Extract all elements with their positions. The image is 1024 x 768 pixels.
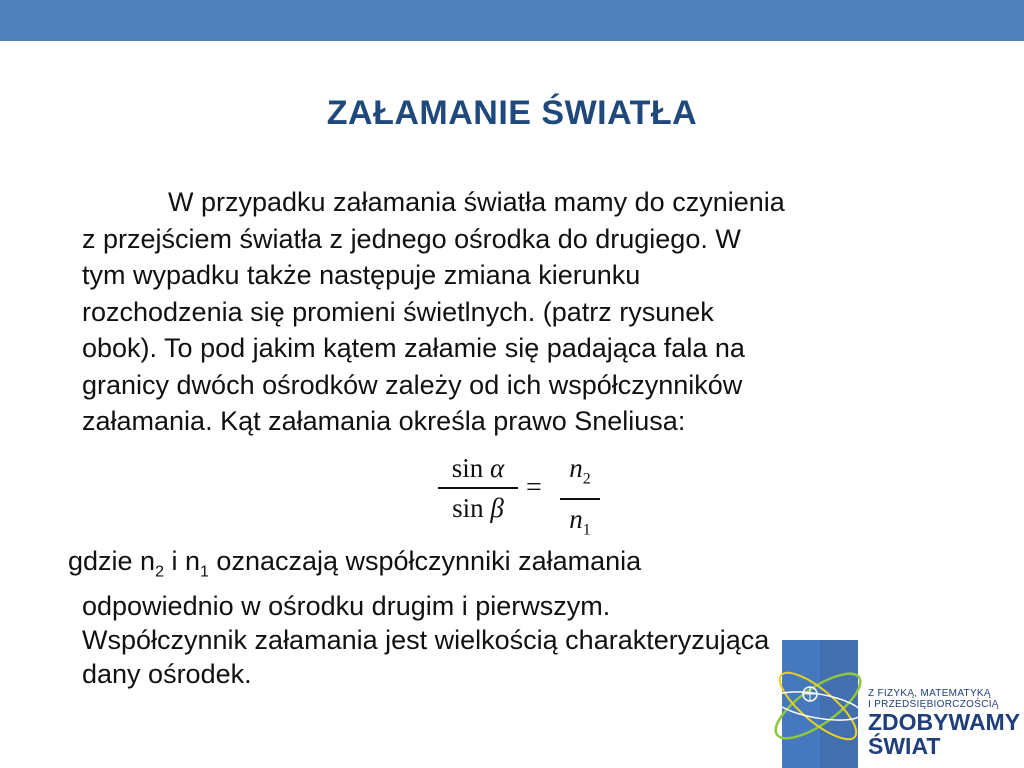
paragraph-line-1: W przypadku załamania światła mamy do czynienia [168,187,785,217]
logo-tagline-1: Z FIZYKĄ, MATEMATYKĄ [868,688,991,699]
explanation-line-1: gdzie $n_2$ i $n_1$ oznaczają współczynniki załamania [68,546,642,581]
fraction-bar [560,498,600,500]
snell-law-formula [438,452,608,539]
paragraph-line-2: z przejściem światła z jednego ośrodka do drugiego. W [82,223,741,254]
index-ratio-fraction [560,452,600,547]
logo-name-2: ŚWIAT [868,733,941,759]
paragraph-intro [82,184,962,440]
sine-ratio-fraction [438,452,518,524]
paragraph-line-3: tym wypadku także następuje zmiana kierunku [82,260,641,290]
logo-name-1: ZDOBYWAMY [868,709,1021,735]
slide-title: ZAŁAMANIE ŚWIATŁA [326,94,698,132]
paragraph-line-6: granicy dwóch ośrodków zależy od ich współczynników [82,369,743,400]
paragraph-line-4: rozchodzenia się promieni świetlnych. (patrz rysunek [82,296,714,327]
logo-text [868,688,1020,758]
n2: $n_2$ [569,453,591,488]
explanation-line-3: Współczynnik załamania jest wielkością charakteryzująca [82,625,770,656]
explanation-line-2: odpowiednio w ośrodku drugim i pierwszym. [82,591,611,622]
n1: $n_1$ [569,504,591,539]
logo-panel-shade [782,640,820,768]
logo-tagline-2: I PRZEDSIĘBIORCZOŚCIĄ [868,699,999,710]
equals-sign: = [526,472,542,503]
sine-alpha: sin α [451,453,505,483]
paragraph-line-5: obok). To pod jakim kątem załamie się padająca fala na [82,333,745,363]
top-bar [0,0,1024,41]
paragraph-line-7: załamania. Kąt załamania określa prawo Sneliusa: [82,406,686,436]
fraction-bar [438,487,518,489]
sine-beta: sin β [452,493,504,523]
explanation-line-4: dany ośrodek. [82,659,252,690]
